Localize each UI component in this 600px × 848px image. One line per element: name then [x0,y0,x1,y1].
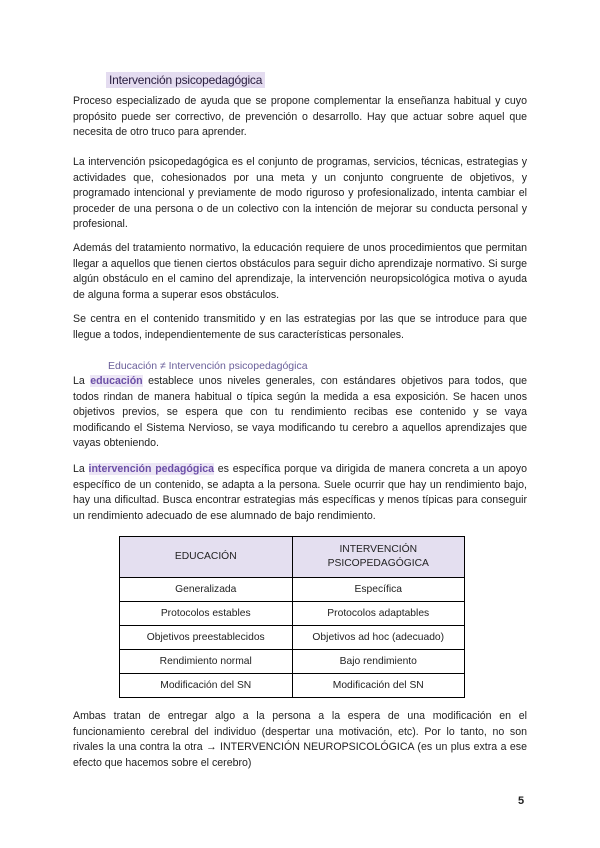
table-cell: Rendimiento normal [120,650,293,674]
table-cell: Bajo rendimiento [292,650,465,674]
paragraph-pedagogical [73,462,527,524]
table-row [120,650,465,674]
paragraph-definition: Proceso especializado de ayuda que se propone complementar la enseñanza habitual y cuyo propósito puede ser correctivo, de prevención o desarrollo. Hay que actuar sobre aquel que necesita de otro truco para aprender. [73,95,527,139]
table-row [120,578,465,602]
highlight-education: educación [90,375,143,387]
table-cell: Objetivos preestablecidos [120,626,293,650]
education-pre: La [73,375,91,387]
pedagogical-text: es específica porque va dirigida de manera concreta a un apoyo específico de un contenido, se adapta a la persona. Suele ocurrir que hay un rendimiento bajo, hay una dificultad. Busca encontrar estrategias más específicas y menos típicas para conseguir un rendimiento adecuado de ese alumnado de bajo rendimiento. [73,463,527,522]
table-cell: Protocolos adaptables [292,602,465,626]
table-cell: Modificación del SN [292,674,465,698]
paragraph-focus: Se centra en el contenido transmitido y en las estrategias por las que se introduce para que llegue a todos, independientemente de sus características personales. [73,313,527,341]
highlight-pedagogical-intervention: intervención pedagógica [88,463,215,475]
header-intervention: INTERVENCIÓN PSICOPEDAGÓGICA [292,537,465,578]
header-education: EDUCACIÓN [120,537,293,578]
table-cell: Modificación del SN [120,674,293,698]
table-cell: Generalizada [120,578,293,602]
paragraph-conclusion: Ambas tratan de entregar algo a la persona a la espera de una modificación en el funcionamiento cerebral del individuo (despertar una motivación, etc). Por lo tanto, no son rivales la una contra la otra → INTERVENCIÓN NEUROPSICOLÓGICA (es un plus extra a ese efecto que hacemos sobre el cerebro) [73,710,527,769]
table-header-row [120,537,465,578]
table-cell: Específica [292,578,465,602]
comparison-table [119,536,465,698]
table-cell: Protocolos estables [120,602,293,626]
table-row [120,674,465,698]
section-title: Intervención psicopedagógica [106,72,265,88]
page-number: 5 [518,795,525,807]
paragraph-education [73,374,527,452]
education-text: establece unos niveles generales, con estándares objetivos para todos, que todos rindan de manera habitual o típica según la medida a esa exposición. Se hacen unos objetivos previos, se espera que con tu rendimiento recibas ese contenido y se vaya modificando el Sistema Nervioso, se vaya modificando tu cerebro a aquellos aprendizajes que vayas obteniendo. [73,375,528,450]
paragraph-intervention: La intervención psicopedagógica es el conjunto de programas, servicios, técnicas, estrategias y actividades que, cohesionados por una meta y un conjunto congruente de objetivos, y programado intencional y previamente de modo riguroso y profesionalizado, intenta cambiar el proceder de una persona o de un colectivo con la intención de mejorar su conducta personal y profesional. [73,156,527,231]
subsection-title: Educación ≠ Intervención psicopedagógica [108,360,308,372]
pedagogical-pre: La [73,463,89,475]
table-row [120,626,465,650]
paragraph-normative: Además del tratamiento normativo, la educación requiere de unos procedimientos que permitan llegar a aquellos que tienen ciertos obstáculos para seguir dicho aprendizaje normativo. Si surge algún obstáculo en el camino del aprendizaje, la intervención neuropsicológica motiva o ayuda de alguna forma a superar esos obstáculos. [73,242,527,301]
table-row [120,602,465,626]
table-cell: Objetivos ad hoc (adecuado) [292,626,465,650]
